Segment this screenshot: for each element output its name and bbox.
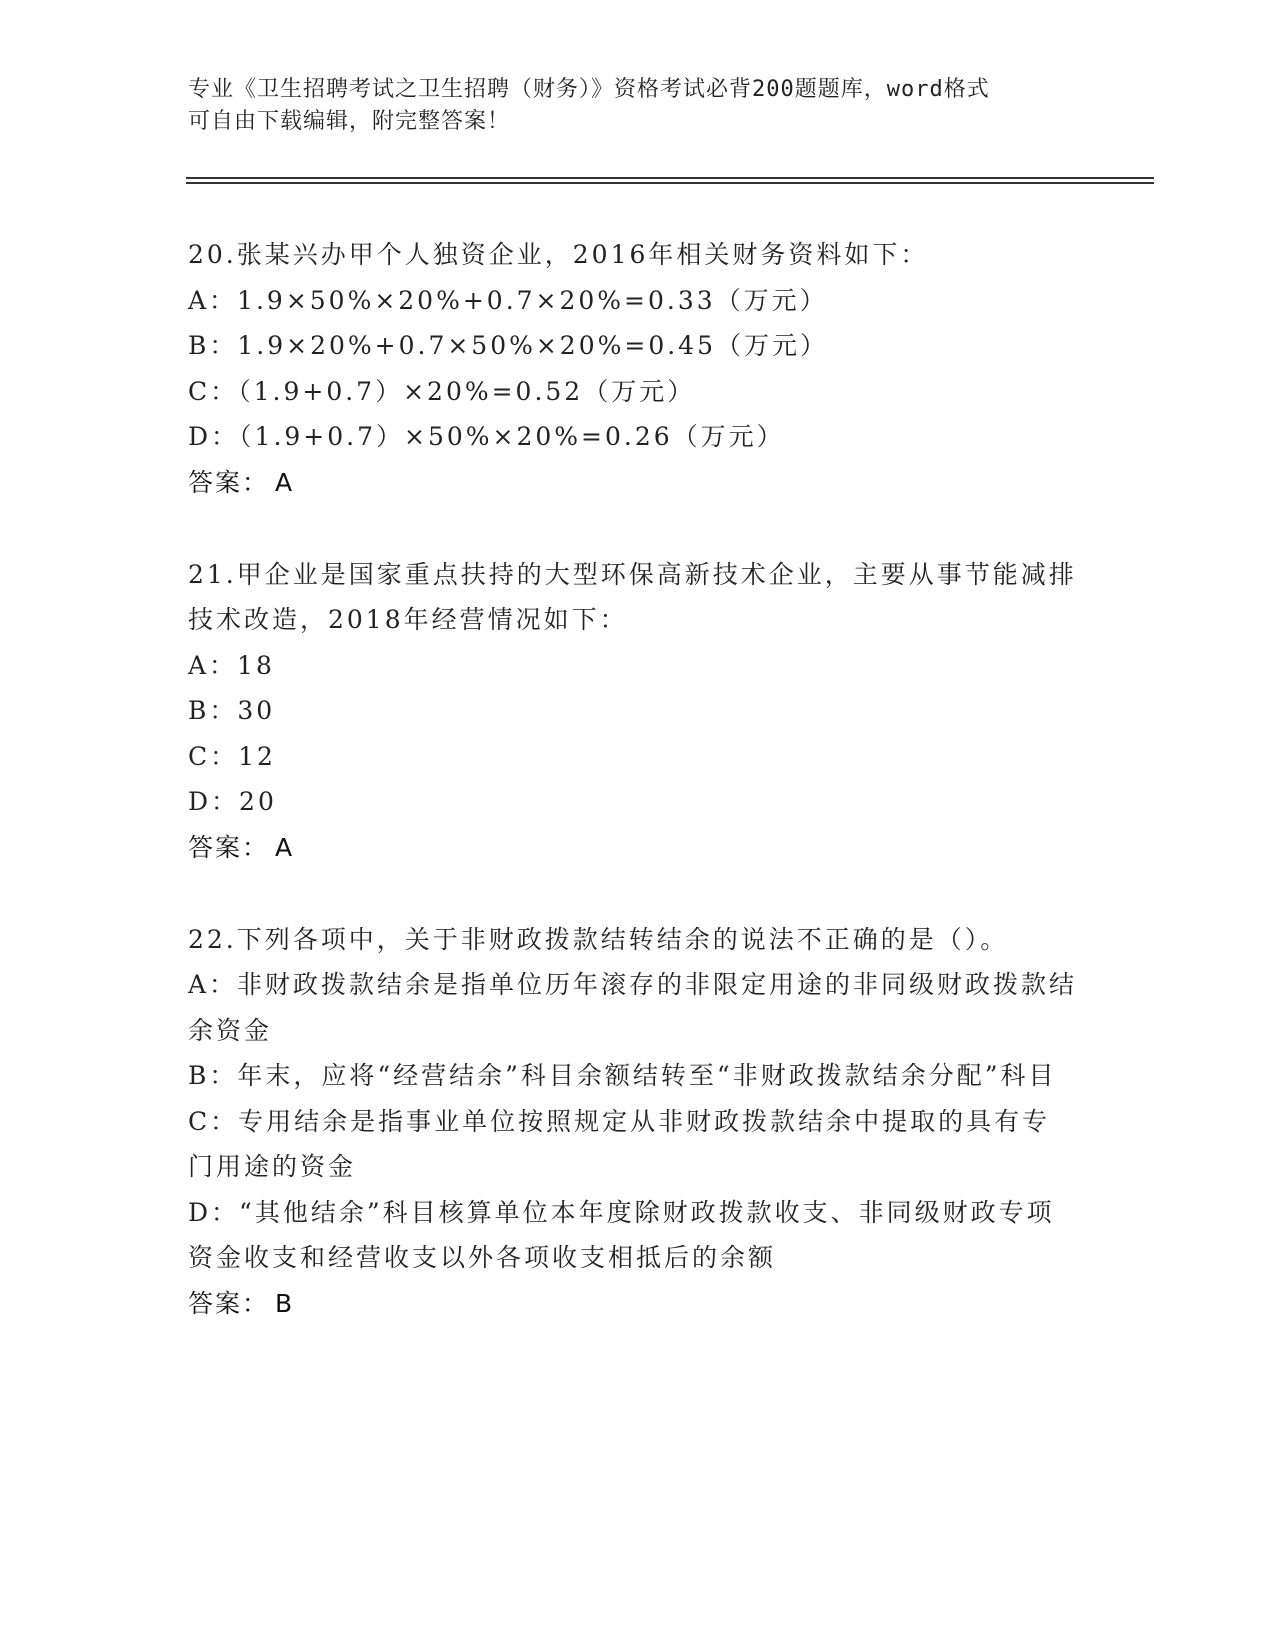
option-d: D：“其他结余”科目核算单位本年度除财政拨款收支、非同级财政专项资金收支和经营收支以外各项收支相抵后的余额 bbox=[188, 1197, 1055, 1272]
header-divider-bottom bbox=[186, 182, 1154, 184]
answer-line bbox=[188, 1281, 1078, 1327]
header-divider-top bbox=[186, 177, 1154, 179]
answer-label: 答案： bbox=[188, 1288, 270, 1318]
option-a: A：1.9×50%×20%+0.7×20%=0.33（万元） bbox=[188, 285, 828, 315]
question-20 bbox=[188, 232, 1078, 506]
answer-line bbox=[188, 460, 1078, 506]
answer-line bbox=[188, 825, 1078, 871]
question-21 bbox=[188, 552, 1078, 871]
answer-value: A bbox=[275, 832, 295, 862]
option-a: A：非财政拨款结余是指单位历年滚存的非限定用途的非同级财政拨款结余资金 bbox=[188, 970, 1078, 1045]
question-stem: 20.张某兴办甲个人独资企业，2016年相关财务资料如下： bbox=[188, 240, 929, 269]
option-c: C：专用结余是指事业单位按照规定从非财政拨款结余中提取的具有专门用途的资金 bbox=[188, 1106, 1051, 1181]
answer-label: 答案： bbox=[188, 832, 270, 862]
option-b: B：1.9×20%+0.7×50%×20%=0.45（万元） bbox=[188, 331, 828, 360]
option-c: C：（1.9+0.7）×20%=0.52（万元） bbox=[188, 376, 696, 406]
answer-value: A bbox=[275, 467, 295, 497]
option-a: A：18 bbox=[188, 650, 275, 680]
question-list bbox=[188, 232, 1078, 1373]
option-d: D：（1.9+0.7）×50%×20%=0.26（万元） bbox=[188, 422, 785, 451]
header-line-1: 专业《卫生招聘考试之卫生招聘（财务）》资格考试必背200题题库，word格式 bbox=[188, 77, 990, 102]
option-c: C：12 bbox=[188, 741, 276, 771]
answer-value: B bbox=[275, 1288, 295, 1318]
question-stem: 21.甲企业是国家重点扶持的大型环保高新技术企业，主要从事节能减排技术改造，2018年经营情况如下： bbox=[188, 559, 1077, 634]
header-line-2: 可自由下载编辑，附完整答案！ bbox=[188, 109, 511, 134]
answer-label: 答案： bbox=[188, 467, 270, 497]
question-stem: 22.下列各项中，关于非财政拨款结转结余的说法不正确的是（）。 bbox=[188, 924, 1009, 954]
option-b: B：30 bbox=[188, 696, 276, 725]
option-b: B：年末，应将“经营结余”科目余额结转至“非财政拨款结余分配”科目 bbox=[188, 1061, 1057, 1090]
question-22 bbox=[188, 917, 1078, 1327]
option-d: D：20 bbox=[188, 787, 277, 816]
document-header bbox=[188, 74, 1068, 138]
